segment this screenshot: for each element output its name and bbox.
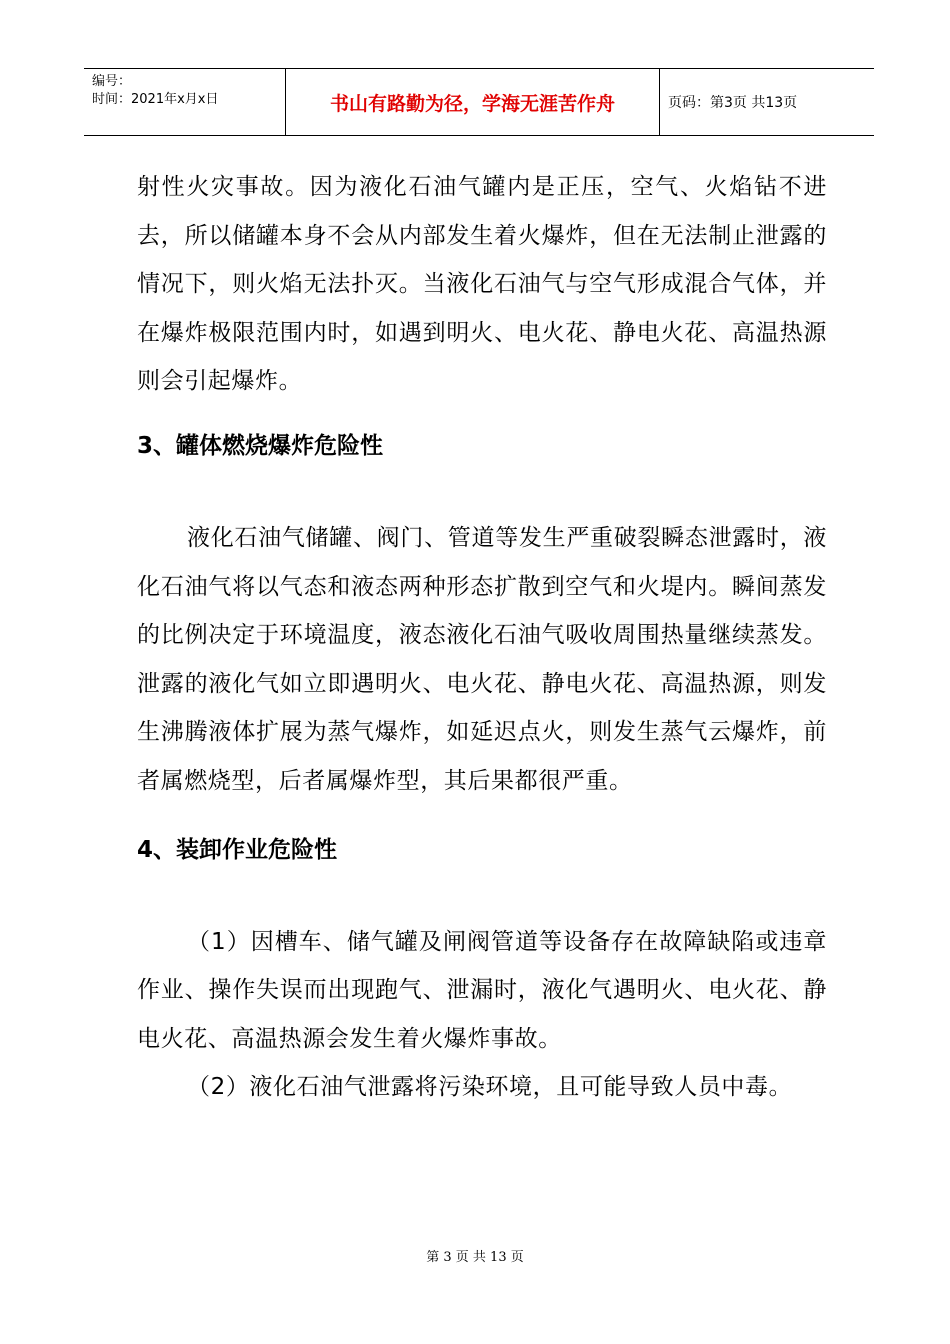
paragraph-continued: 射性火灾事故。因为液化石油气罐内是正压，空气、火焰钻不进去，所以储罐本身不会从内部发生着火爆炸，但在无法制止泄露的情况下，则火焰无法扑灭。当液化石油气与空气形成混合气体，并在爆炸极限范围内时，如遇到明火、电火花、静电火花、高温热源则会引起爆炸。 bbox=[137, 174, 827, 395]
paragraph-item-1: （1）因槽车、储气罐及闸阀管道等设备存在故障缺陷或违章作业、操作失误而出现跑气、泄漏时，液化气遇明火、电火花、静电火花、高温热源会发生着火爆炸事故。 bbox=[137, 928, 827, 1052]
header-page-code: 页码：第3页 共13页 bbox=[668, 95, 798, 111]
header-meta-cell bbox=[84, 69, 286, 135]
paragraph-item-2: （2）液化石油气泄露将污染环境，且可能导致人员中毒。 bbox=[187, 1074, 793, 1101]
document-time-label: 时间：2021年x月x日 bbox=[92, 92, 219, 107]
document-body bbox=[137, 163, 827, 1112]
section-heading-3: 3、罐体燃烧爆炸危险性 bbox=[137, 432, 384, 459]
section-heading-4: 4、装卸作业危险性 bbox=[137, 836, 338, 863]
paragraph-tank-explosion: 液化石油气储罐、阀门、管道等发生严重破裂瞬态泄露时，液化石油气将以气态和液态两种形态扩散到空气和火堤内。瞬间蒸发的比例决定于环境温度，液态液化石油气吸收周围热量继续蒸发。泄露的液化气如立即遇明火、电火花、静电火花、高温热源，则发生沸腾液体扩展为蒸气爆炸，如延迟点火，则发生蒸气云爆炸，前者属燃烧型，后者属爆炸型，其后果都很严重。 bbox=[137, 524, 827, 794]
document-header bbox=[84, 68, 874, 136]
page-footer: 第 3 页 共 13 页 bbox=[426, 1250, 524, 1265]
document-number-label: 编号： bbox=[92, 74, 132, 89]
header-motto: 书山有路勤为径，学海无涯苦作舟 bbox=[286, 69, 660, 135]
